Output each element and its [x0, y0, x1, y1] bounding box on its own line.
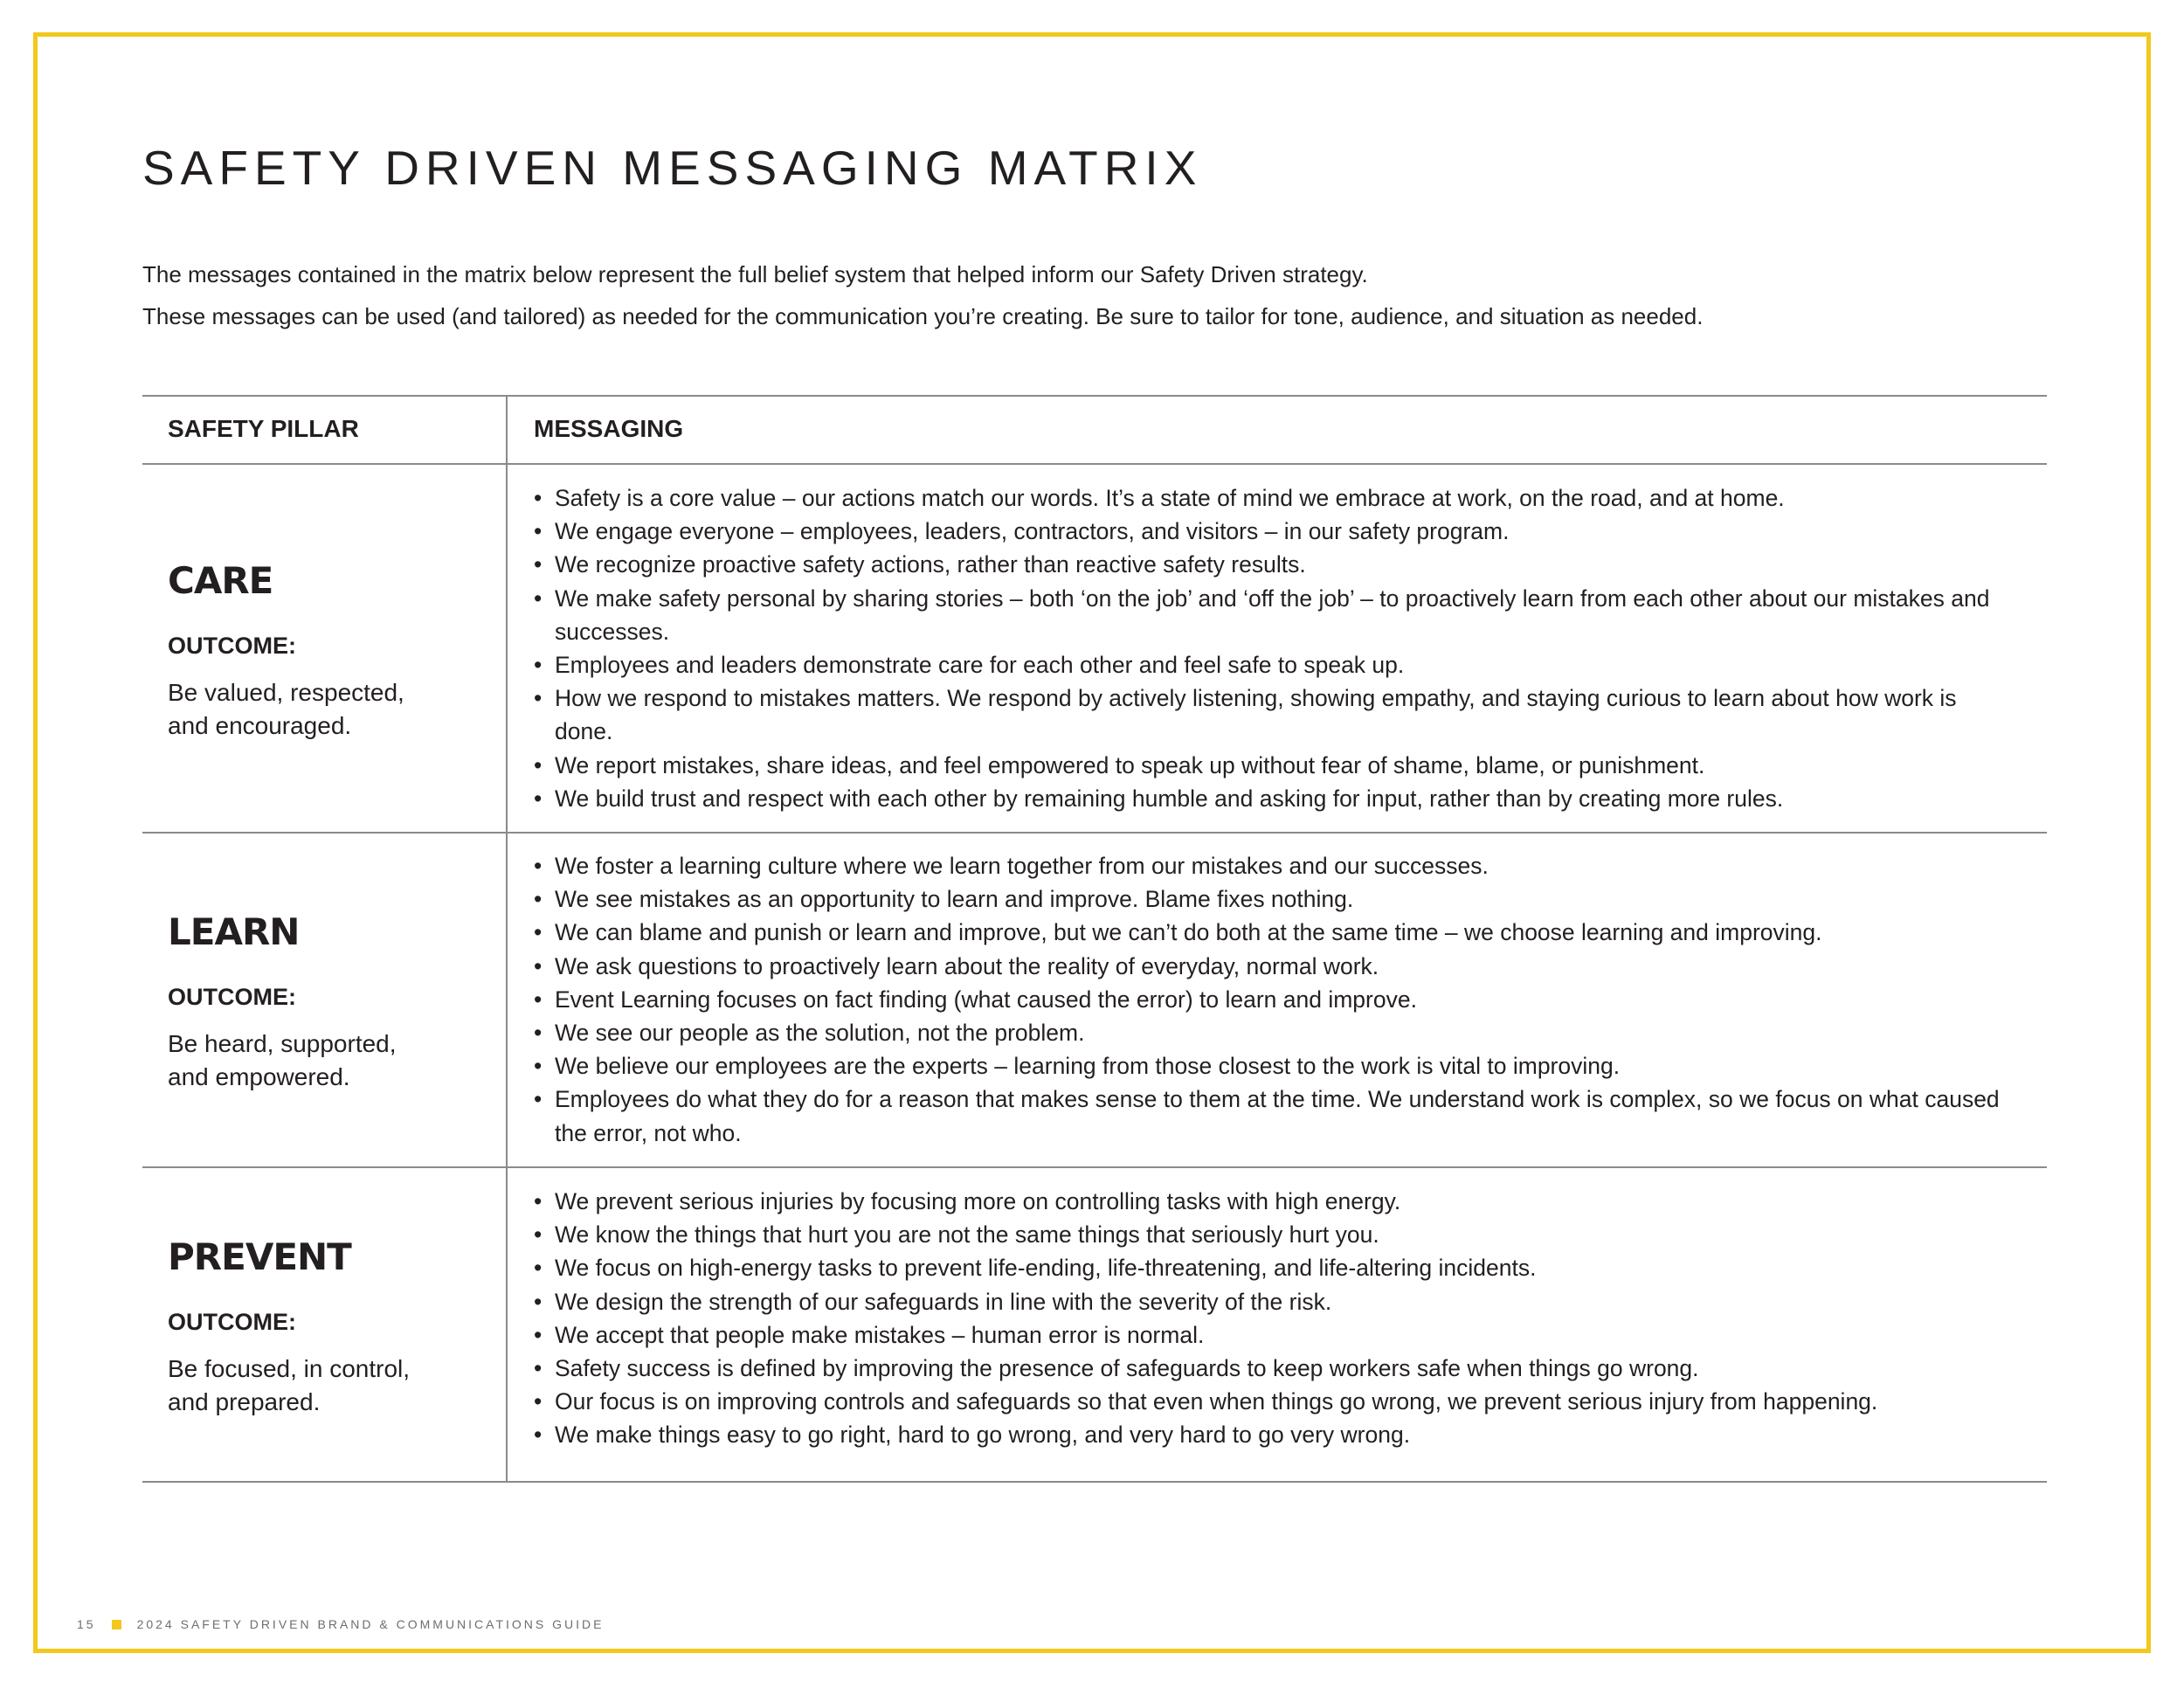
list-item: • We design the strength of our safeguards in line with the severity of the risk. — [534, 1285, 2019, 1318]
list-item: • We build trust and respect with each other by remaining humble and asking for input, rather than by creating more rules. — [534, 782, 2019, 815]
list-item: • We know the things that hurt you are not the same things that seriously hurt you. — [534, 1218, 2019, 1251]
list-item: • Event Learning focuses on fact finding (what caused the error) to learn and improve. — [534, 983, 2019, 1016]
pillar-prevent-title: PREVENT — [168, 1235, 351, 1278]
list-item: • Employees and leaders demonstrate care for each other and feel safe to speak up. — [534, 648, 2019, 681]
intro-line-2: These messages can be used (and tailored) as needed for the communication you’re creating. Be sure to tailor for tone, audience, and situation as needed. — [142, 303, 1704, 329]
table-rule-top — [142, 395, 2047, 397]
page-title: SAFETY DRIVEN MESSAGING MATRIX — [142, 141, 1203, 195]
page-number: 15 — [77, 1617, 96, 1631]
learn-messages — [534, 849, 2019, 1150]
learn-outcome-label: OUTCOME: — [168, 984, 296, 1010]
list-item: • Safety is a core value – our actions match our words. It’s a state of mind we embrace at work, on the road, and at home. — [534, 481, 2019, 515]
page-footer — [77, 1617, 604, 1631]
intro-line-1: The messages contained in the matrix below represent the full belief system that helped inform our Safety Driven strategy. — [142, 261, 1368, 287]
list-item: • We prevent serious injuries by focusing more on controlling tasks with high energy. — [534, 1185, 2019, 1218]
list-item: • We report mistakes, share ideas, and feel empowered to speak up without fear of shame, blame, or punishment. — [534, 749, 2019, 782]
care-messages — [534, 481, 2019, 815]
learn-outcome-line-1: Be heard, supported, — [168, 1030, 397, 1057]
list-item: • We make things easy to go right, hard to go wrong, and very hard to go very wrong. — [534, 1418, 2019, 1451]
table-rule-header — [142, 463, 2047, 465]
care-outcome-line-2: and encouraged. — [168, 712, 352, 739]
prevent-outcome-label: OUTCOME: — [168, 1309, 296, 1335]
list-item: • We ask questions to proactively learn about the reality of everyday, normal work. — [534, 950, 2019, 983]
prevent-outcome-text — [168, 1352, 447, 1419]
prevent-outcome-line-2: and prepared. — [168, 1388, 321, 1415]
table-column-divider — [506, 395, 508, 1483]
care-outcome-label: OUTCOME: — [168, 633, 296, 659]
learn-outcome-line-2: and empowered. — [168, 1063, 350, 1090]
table-rule-bottom — [142, 1481, 2047, 1483]
list-item: • We make safety personal by sharing stories – both ‘on the job’ and ‘off the job’ – to proactively learn from each other about our mistakes and successes. — [534, 582, 2019, 648]
prevent-messages — [534, 1185, 2019, 1452]
list-item: • We foster a learning culture where we learn together from our mistakes and our successes. — [534, 849, 2019, 882]
guide-title: 2024 SAFETY DRIVEN BRAND & COMMUNICATIONS GUIDE — [136, 1617, 605, 1631]
list-item: • We engage everyone – employees, leaders, contractors, and visitors – in our safety program. — [534, 515, 2019, 548]
list-item: • We see mistakes as an opportunity to learn and improve. Blame fixes nothing. — [534, 882, 2019, 916]
list-item: • Employees do what they do for a reason that makes sense to them at the time. We understand work is complex, so we focus on what caused the error, not who. — [534, 1083, 2019, 1149]
table-rule-row-2 — [142, 1166, 2047, 1168]
table-rule-row-1 — [142, 832, 2047, 834]
list-item: • We recognize proactive safety actions, rather than reactive safety results. — [534, 548, 2019, 581]
list-item: • Safety success is defined by improving the presence of safeguards to keep workers safe when things go wrong. — [534, 1352, 2019, 1385]
list-item: • We accept that people make mistakes – human error is normal. — [534, 1318, 2019, 1352]
list-item: • Our focus is on improving controls and safeguards so that even when things go wrong, we prevent serious injury from happening. — [534, 1385, 2019, 1418]
list-item: • We believe our employees are the experts – learning from those closest to the work is vital to improving. — [534, 1049, 2019, 1083]
care-outcome-line-1: Be valued, respected, — [168, 679, 404, 706]
yellow-square-icon — [112, 1620, 121, 1629]
header-messaging: MESSAGING — [534, 415, 684, 442]
learn-outcome-text — [168, 1027, 447, 1094]
header-safety-pillar: SAFETY PILLAR — [168, 415, 359, 442]
list-item: • We focus on high-energy tasks to prevent life-ending, life-threatening, and life-altering incidents. — [534, 1251, 2019, 1284]
prevent-outcome-line-1: Be focused, in control, — [168, 1355, 411, 1382]
list-item: • We see our people as the solution, not the problem. — [534, 1016, 2019, 1049]
intro-text — [142, 253, 1703, 337]
list-item: • We can blame and punish or learn and improve, but we can’t do both at the same time – we choose learning and improving. — [534, 916, 2019, 949]
care-outcome-text — [168, 676, 447, 743]
list-item: • How we respond to mistakes matters. We respond by actively listening, showing empathy, and staying curious to learn about how work is done. — [534, 681, 2019, 748]
pillar-learn-title: LEARN — [168, 910, 300, 953]
pillar-care-title: CARE — [168, 559, 273, 602]
